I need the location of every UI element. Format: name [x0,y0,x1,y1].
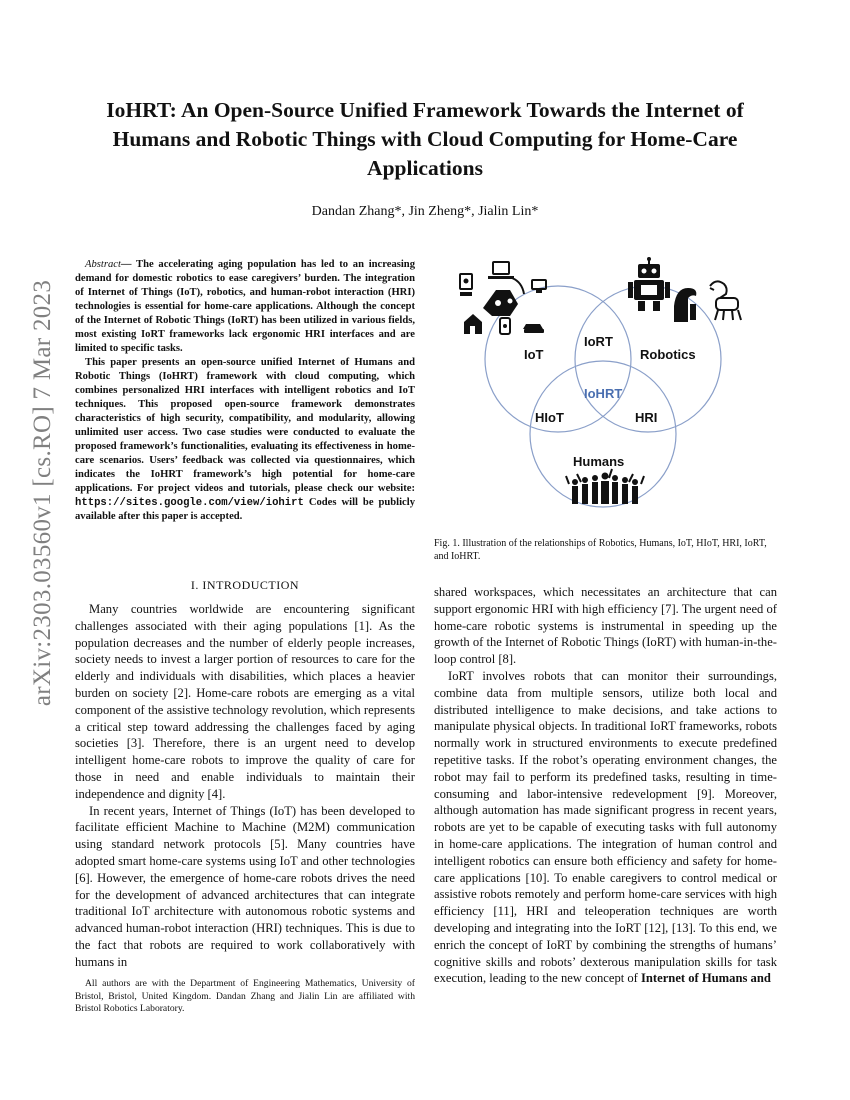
intro-paragraph-2: In recent years, Internet of Things (IoT) has been developed to facilitate efficient Machine to Machine (M2M) communication using standard network protocols [5]. Many countries have adopted smart home-care systems using IoT and other technologies [6]. However, the emergence of home-care robots drives the need for the development of advanced architectures that can integrate traditional IoT architecture with autonomous robotic systems and advanced human-robot interaction (HRI) techniques. This is due to the fact that robots are required to work collaboratively with humans in [75,803,415,969]
label-iohrt: IoHRT [584,386,623,401]
label-humans: Humans [573,454,625,469]
intro-paragraph-4 [434,668,777,987]
muscle-arm-icon [674,288,696,322]
intro-paragraph-1: Many countries worldwide are encountering significant challenges associated with their aging populations [1]. As the population decreases and the number of elderly people increases, society needs to invest a larger portion of resources to care for the elderly and individuals with disabilities, which places a heavier burden on society [2]. Home-care robots are emerging as a vital component of the assistive technology revolution, which represents a critical step toward addressing the challenges faced by aging societies [3]. Therefore, there is an urgent need to develop intelligent home-care robots to improve the quality of care for those in need and enable individuals to maintain their independence and dignity [4]. [75,602,415,801]
abstract-paragraph-2 [75,356,415,524]
robot-dog-icon [710,281,741,320]
label-hri: HRI [635,410,658,425]
intro-paragraph-3: shared workspaces, which necessitates an architecture that can support ergonomic HRI with high efficiency [7]. The urgent need of home-care robotic systems is instrumental in speeding up the growth of the Internet of Robotic Things (IoRT) with human-in-the-loop control [8]. [434,585,777,667]
figure-caption: Fig. 1. Illustration of the relationships of Robotics, Humans, IoT, HIoT, HRI, IoRT, and IoHRT. [434,538,767,562]
section-heading: I. INTRODUCTION [190,578,300,592]
iohrt-concept-bold: Internet of Humans and [641,971,771,986]
arxiv-identifier: arXiv:2303.03560v1 [cs.RO] 7 Mar 2023 [29,279,56,706]
abstract-text-2: This paper presents an open-source unified Internet of Humans and Robotic Things (IoHRT) framework with cloud computing, which combines personalized HRI interfaces with intelligent robotics and IoT techniques. This proposed open-source framework demonstrates characteristics of high security, compatibility, and modularity, allowing unlimited user access. Two case studies were conducted to evaluate the proposed framework’s functionalities, evaluating its effectiveness in home-care scenarios. Users’ feedback was collected via questionnaires, which indicates the IoHRT framework’s high potential for home-care applications. For project videos and tutorials, please check our website: [75,357,415,494]
intro-text-4: IoRT involves robots that can monitor their surroundings, combine data from multiple sensors, utilize both local and distributed intelligence to make decisions, and take actions to manipulate physical objects. In traditional IoRT frameworks, robots normally work in structured environments to execute predefined repetitive tasks. If the robot’s operating environment changes, the robot may fail to perform its predefined tasks, resulting in time-consuming and labor-intensive redevelopment [9]. Moreover, although automation has made significant progress in recent years, robots are yet to be capable of executing tasks with full autonomy in home-care applications. The integration of human control and intelligent robotics can ensure both efficiency and safety for home-care applications [10]. To enable caregivers to control medical or assistive robots remotely and perform home-care services with high efficiency [11], HRI and teleoperation techniques are worth developing and integrating into the IoRT [12], [13]. To this end, we enrich the concept of IoRT by combining the strengths of humans’ cognitive skills and robots’ dexterous manipulation skills for task execution, leading to the new concept of [434,668,777,986]
label-hiot: HIoT [535,410,564,425]
label-iort: IoRT [584,334,613,349]
abstract-text-3: Codes will be publicly available after this paper is accepted. [75,497,415,522]
abstract-paragraph-1 [75,258,415,356]
crowd-people-icon [566,469,644,504]
abstract-label: Abstract [85,259,121,270]
abstract [75,258,415,524]
intro-right-column [434,584,777,987]
robot-icon [628,257,670,311]
label-iot: IoT [524,347,544,362]
paper-authors: Dandan Zhang*, Jin Zheng*, Jialin Lin* [311,204,539,219]
project-website-link[interactable]: https://sites.google.com/view/iohirt [75,497,304,509]
footnote [75,978,415,1016]
abstract-text-1: — The accelerating aging population has led to an increasing demand for domestic robotics to ease caregivers’ burden. The integration of Internet of Things (IoT), robotics, and human-robot interaction (HRI) technologies is essential for home-care applications. Although the concept of the Internet of Robotic Things (IoRT) has been utilized in various fields, most existing IoRT frameworks lack ergonomic HRI interfaces and are limited to specific tasks. [75,259,415,354]
intro-left-column [75,601,415,971]
iot-devices-icon [460,262,546,334]
figure-1 [448,256,752,528]
arxiv-sidebar [23,279,63,706]
paper-title: IoHRT: An Open-Source Unified Framework Towards the Internet of Humans and Robotic Things with Cloud Computing for Home-Care Applications [106,98,744,180]
footnote-text: All authors are with the Department of Engineering Mathematics, University of Bristol, Bristol, United Kingdom. Dandan Zhang and Jialin Lin are affiliated with Bristol Robotics Laboratory. [75,978,415,1014]
label-robotics: Robotics [640,347,696,362]
